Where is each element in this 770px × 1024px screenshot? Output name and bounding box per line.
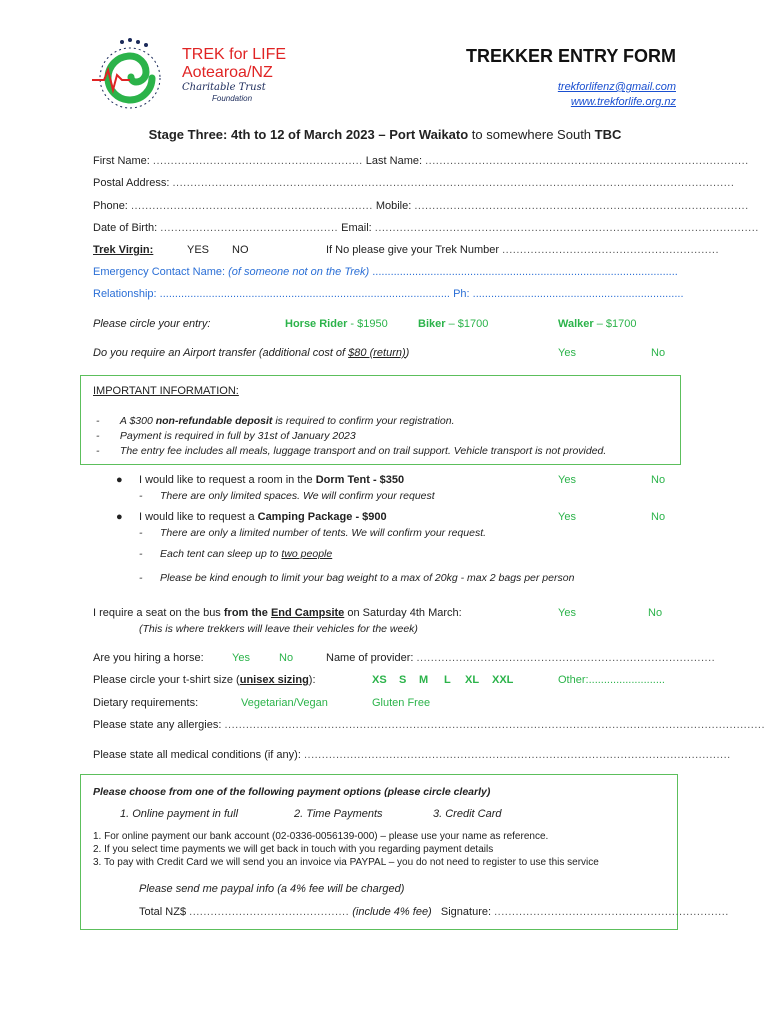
- email-field[interactable]: ............................................................................................................: [374, 222, 759, 234]
- tshirt-other-field[interactable]: .........................: [588, 674, 665, 686]
- dob-row: [93, 222, 759, 234]
- website-link[interactable]: www.trekforlife.org.nz: [570, 96, 676, 108]
- camping-request: I would like to request a Camping Package - $900: [139, 511, 387, 523]
- bus-yes[interactable]: Yes: [558, 607, 576, 619]
- dob-label: Date of Birth:: [93, 222, 158, 234]
- dorm-note: - There are only limited spaces. We will confirm your request: [139, 490, 435, 502]
- important-list: [96, 415, 676, 460]
- ph-label: Ph:: [453, 288, 470, 300]
- logo-line2: Aotearoa/NZ: [182, 64, 273, 81]
- total-row: [139, 906, 729, 918]
- bullet-icon: ●: [116, 474, 123, 486]
- camping-note: - There are only a limited number of tents. We will confirm your request.: [139, 527, 487, 539]
- name-row: [93, 155, 749, 167]
- emergency-label: Emergency Contact Name:: [93, 266, 226, 278]
- payment-option-online[interactable]: 1. Online payment in full: [120, 808, 239, 820]
- provider-row: [326, 652, 716, 664]
- email-link[interactable]: trekforlifenz@gmail.com: [557, 81, 676, 93]
- dob-field[interactable]: ..................................................: [160, 222, 339, 234]
- dorm-tent-request: I would like to request a room in the Dorm Tent - $350: [139, 474, 405, 486]
- horse-yes[interactable]: Yes: [232, 652, 250, 664]
- diet-label: Dietary requirements:: [93, 697, 199, 709]
- airport-yes[interactable]: Yes: [558, 347, 576, 359]
- relationship-label: Relationship:: [93, 288, 157, 300]
- trek-virgin-label: Trek Virgin:: [93, 244, 154, 256]
- signature-field[interactable]: ..................................................................: [494, 906, 729, 918]
- fee-note: (include 4% fee): [352, 906, 432, 918]
- bus-note: (This is where trekkers will leave their vehicles for the week): [139, 623, 418, 635]
- stage-middle: to somewhere South: [468, 127, 595, 142]
- logo-spiral-icon: [82, 30, 172, 115]
- logo-line4: Foundation: [212, 94, 253, 103]
- trek-number-label: If No please give your Trek Number: [326, 244, 500, 256]
- entry-biker-option[interactable]: Biker – $1700: [418, 318, 489, 330]
- stage-title: Stage Three: 4th to 12 of March 2023 – Port Waikato: [148, 127, 469, 142]
- horse-label: Are you hiring a horse:: [93, 652, 204, 664]
- last-name-label: Last Name:: [365, 155, 423, 167]
- mobile-field[interactable]: ..............................................................................................: [414, 200, 749, 212]
- provider-field[interactable]: ....................................................................................: [416, 652, 716, 664]
- bus-no[interactable]: No: [648, 607, 663, 619]
- airport-question: Do you require an Airport transfer (additional cost of $80 (return)): [93, 347, 410, 359]
- trek-virgin-no[interactable]: NO: [232, 244, 249, 256]
- relationship-row: [93, 288, 684, 300]
- important-item: - A $300 non-refundable deposit is required to confirm your registration.: [96, 415, 455, 427]
- allergies-field[interactable]: ........................................................................................................................................................: [224, 719, 766, 731]
- postal-field[interactable]: ..............................................................................................................................................................: [172, 177, 735, 189]
- dorm-no[interactable]: No: [651, 474, 666, 486]
- payment-notes: [93, 830, 599, 869]
- tshirt-size-xxl[interactable]: XXL: [492, 674, 514, 686]
- allergies-row: [93, 719, 766, 731]
- trek-number-row: [326, 244, 720, 256]
- camping-note: - Please be kind enough to limit your bag weight to a max of 20kg - max 2 bags per person: [139, 572, 575, 584]
- emergency-row: [93, 266, 678, 278]
- total-label: Total NZ$: [139, 906, 187, 918]
- signature-label: Signature:: [440, 906, 492, 918]
- stage-heading: [0, 127, 770, 142]
- paypal-request[interactable]: Please send me paypal info (a 4% fee will be charged): [139, 883, 405, 895]
- logo: [82, 30, 292, 115]
- horse-no[interactable]: No: [279, 652, 294, 664]
- camping-note: - Each tent can sleep up to two people: [139, 548, 333, 560]
- medical-label: Please state all medical conditions (if any):: [93, 749, 301, 761]
- payment-option-time[interactable]: 2. Time Payments: [294, 808, 383, 820]
- medical-field[interactable]: ........................................................................................................................: [303, 749, 731, 761]
- diet-vegetarian-option[interactable]: Vegetarian/Vegan: [241, 697, 328, 709]
- tshirt-size-xl[interactable]: XL: [465, 674, 480, 686]
- relationship-field[interactable]: ...............................................................................................: [159, 288, 450, 300]
- last-name-field[interactable]: ...........................................................................................: [425, 155, 749, 167]
- ph-field[interactable]: .....................................................................: [472, 288, 684, 300]
- payment-heading: Please choose from one of the following payment options (please circle clearly): [93, 786, 491, 798]
- tshirt-size-s[interactable]: S: [399, 674, 407, 686]
- emergency-note: (of someone not on the Trek): [228, 266, 370, 278]
- airport-no[interactable]: No: [651, 347, 666, 359]
- medical-row: [93, 749, 731, 761]
- mobile-label: Mobile:: [375, 200, 412, 212]
- camping-yes[interactable]: Yes: [558, 511, 576, 523]
- trek-number-field[interactable]: .............................................................: [502, 244, 720, 256]
- phone-row: [93, 200, 749, 212]
- first-name-label: First Name:: [93, 155, 150, 167]
- payment-note: 1. For online payment our bank account (02-0336-0056139-000) – please use your name as reference.: [93, 831, 549, 842]
- tshirt-size-xs[interactable]: XS: [372, 674, 387, 686]
- provider-label: Name of provider:: [326, 652, 414, 664]
- important-heading: IMPORTANT INFORMATION:: [93, 385, 239, 397]
- logo-line3: Charitable Trust: [182, 82, 266, 93]
- tshirt-other[interactable]: [558, 674, 673, 686]
- payment-note: 2. If you select time payments we will get back in touch with you regarding payment details: [93, 844, 494, 855]
- first-name-field[interactable]: ...........................................................: [152, 155, 363, 167]
- email-label: Email:: [341, 222, 372, 234]
- bus-question: I require a seat on the bus from the End Campsite on Saturday 4th March:: [93, 607, 462, 619]
- payment-note: 3. To pay with Credit Card we will send you an invoice via PAYPAL – you do not need to register to use this service: [93, 857, 599, 868]
- trek-virgin-yes[interactable]: YES: [187, 244, 210, 256]
- important-item: - Payment is required in full by 31st of January 2023: [96, 430, 356, 442]
- entry-label: Please circle your entry:: [93, 318, 211, 330]
- diet-gluten-free-option[interactable]: Gluten Free: [372, 697, 431, 709]
- phone-label: Phone:: [93, 200, 128, 212]
- bullet-icon: ●: [116, 511, 123, 523]
- important-item: - The entry fee includes all meals, luggage transport and on trail support. Vehicle transport is not provided.: [96, 445, 607, 457]
- dorm-yes[interactable]: Yes: [558, 474, 576, 486]
- entry-walker-option[interactable]: Walker – $1700: [558, 318, 637, 330]
- phone-field[interactable]: ....................................................................: [130, 200, 373, 212]
- payment-option-credit-card[interactable]: 3. Credit Card: [433, 808, 502, 820]
- stage-tbc: TBC: [594, 127, 622, 142]
- allergies-label: Please state any allergies:: [93, 719, 222, 731]
- tshirt-size-m[interactable]: M: [419, 674, 429, 686]
- form-title: TREKKER ENTRY FORM: [465, 46, 676, 66]
- total-field[interactable]: .............................................: [189, 906, 350, 918]
- entry-horse-option[interactable]: Horse Rider - $1950: [285, 318, 388, 330]
- emergency-field[interactable]: ....................................................................................................: [372, 266, 678, 278]
- tshirt-label: Please circle your t-shirt size (unisex sizing):: [93, 674, 316, 686]
- logo-line1: TREK for LIFE: [182, 46, 287, 63]
- tshirt-size-l[interactable]: L: [444, 674, 451, 686]
- postal-row: [93, 177, 735, 189]
- postal-label: Postal Address:: [93, 177, 170, 189]
- camping-no[interactable]: No: [651, 511, 666, 523]
- tshirt-other-label: Other:: [558, 674, 589, 686]
